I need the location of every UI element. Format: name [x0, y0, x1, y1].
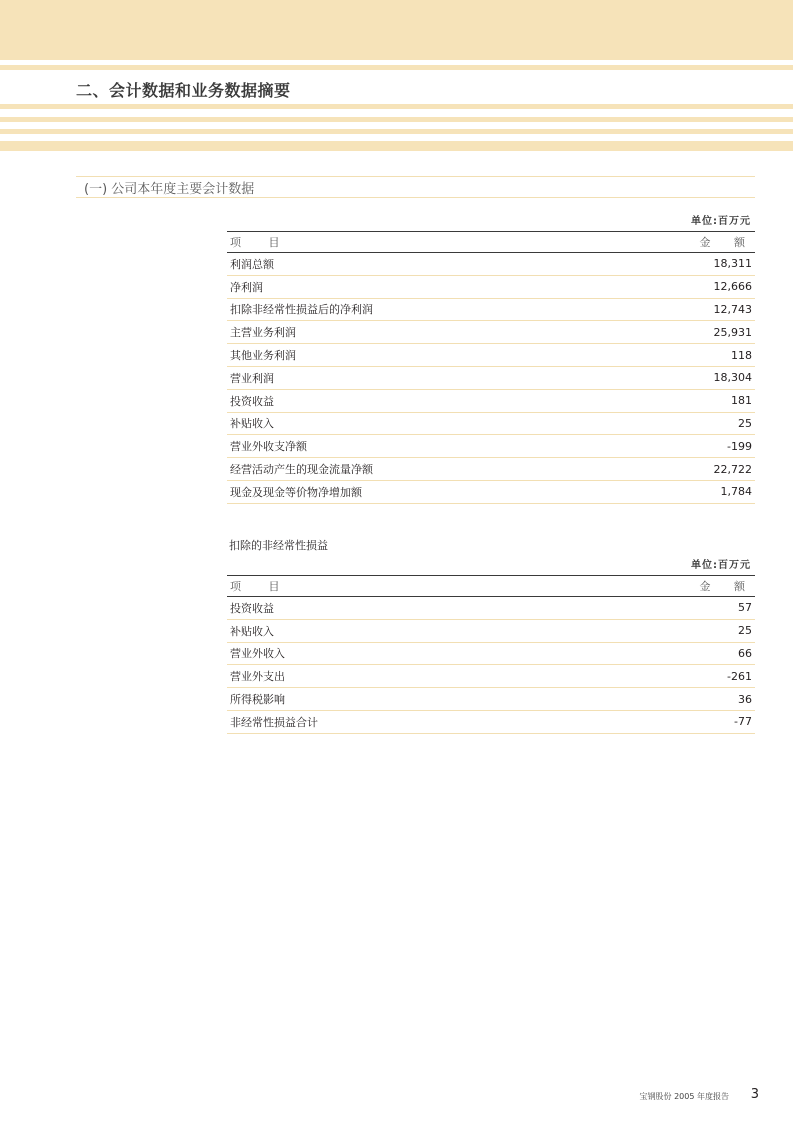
table-row [227, 665, 755, 688]
row-amount: -77 [552, 710, 755, 733]
row-amount: 25 [606, 412, 755, 435]
row-item: 补贴收入 [227, 619, 552, 642]
accounting-data-table [227, 231, 755, 504]
row-amount: 118 [606, 344, 755, 367]
row-item: 利润总额 [227, 253, 606, 276]
row-item: 现金及现金等价物净增加额 [227, 480, 606, 503]
table-row [227, 480, 755, 503]
row-item: 净利润 [227, 275, 606, 298]
row-item: 经营活动产生的现金流量净额 [227, 458, 606, 481]
table-header-row [227, 232, 755, 253]
row-amount: 22,722 [606, 458, 755, 481]
row-item: 扣除非经常性损益后的净利润 [227, 298, 606, 321]
header-stripe [0, 117, 793, 122]
table-row [227, 688, 755, 711]
header-stripe [0, 141, 793, 151]
row-amount: 12,666 [606, 275, 755, 298]
header-stripe [0, 104, 793, 109]
table-row [227, 458, 755, 481]
row-amount: 25 [552, 619, 755, 642]
row-amount: 18,304 [606, 366, 755, 389]
table-row [227, 412, 755, 435]
row-item: 营业外收支净额 [227, 435, 606, 458]
row-item: 营业外支出 [227, 665, 552, 688]
row-item: 投资收益 [227, 389, 606, 412]
row-item: 营业利润 [227, 366, 606, 389]
row-amount: 12,743 [606, 298, 755, 321]
row-item: 非经常性损益合计 [227, 710, 552, 733]
table-row [227, 275, 755, 298]
table2-unit: 单位:百万元 [691, 560, 751, 571]
table-row [227, 619, 755, 642]
table-row [227, 597, 755, 620]
table2-caption: 扣除的非经常性损益 [229, 539, 328, 552]
table-header-row [227, 576, 755, 597]
row-item: 补贴收入 [227, 412, 606, 435]
table-row [227, 344, 755, 367]
table1-body [227, 253, 755, 504]
row-item: 投资收益 [227, 597, 552, 620]
column-header-amount: 金 额 [552, 576, 755, 597]
column-header-item: 项 目 [227, 576, 552, 597]
footer-text: 宝钢股份 2005 年度报告 [639, 1092, 729, 1101]
section-title: 二、会计数据和业务数据摘要 [76, 81, 291, 100]
header-band [0, 0, 793, 60]
header-stripe [0, 129, 793, 134]
table1-unit: 单位:百万元 [691, 216, 751, 227]
row-amount: 57 [552, 597, 755, 620]
row-amount: 18,311 [606, 253, 755, 276]
row-amount: 181 [606, 389, 755, 412]
page-number: 3 [750, 1087, 759, 1102]
column-header-item: 项 目 [227, 232, 606, 253]
table-row [227, 642, 755, 665]
row-item: 所得税影响 [227, 688, 552, 711]
table-row [227, 435, 755, 458]
subsection-title: (一) 公司本年度主要会计数据 [84, 182, 255, 197]
column-header-amount: 金 额 [606, 232, 755, 253]
table-row [227, 298, 755, 321]
row-amount: 25,931 [606, 321, 755, 344]
table-row [227, 389, 755, 412]
row-item: 营业外收入 [227, 642, 552, 665]
row-amount: -199 [606, 435, 755, 458]
row-amount: -261 [552, 665, 755, 688]
non-recurring-items-table [227, 575, 755, 734]
row-amount: 1,784 [606, 480, 755, 503]
table-row [227, 321, 755, 344]
row-item: 主营业务利润 [227, 321, 606, 344]
row-amount: 66 [552, 642, 755, 665]
table-row [227, 366, 755, 389]
table2-body [227, 597, 755, 734]
table-row [227, 253, 755, 276]
row-item: 其他业务利润 [227, 344, 606, 367]
table-row [227, 710, 755, 733]
header-stripe [0, 65, 793, 70]
subsection-heading [76, 176, 755, 198]
row-amount: 36 [552, 688, 755, 711]
